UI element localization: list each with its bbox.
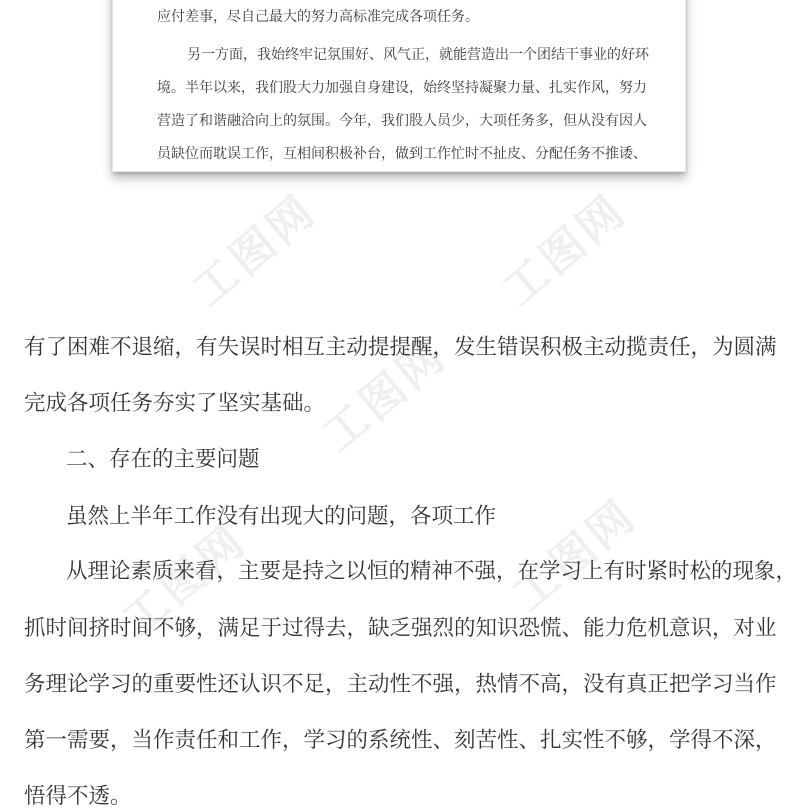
watermark: 工图网: [113, 514, 257, 647]
section-heading: 二、存在的主要问题: [66, 447, 260, 472]
watermark: 工图网: [503, 489, 647, 622]
watermark: 工图网: [493, 184, 637, 317]
body-paragraph-line: 第一需要，当作责任和工作，学习的系统性、刻苦性、扎实性不够，学得不深，: [24, 728, 777, 753]
body-paragraph-line: 务理论学习的重要性还认识不足，主动性不强，热情不高，没有真正把学习当作: [24, 672, 777, 697]
preview-line: 营造了和谐融洽向上的氛围。今年，我们股人员少，大项任务多，但从没有因人: [157, 113, 647, 129]
body-paragraph-line: 悟得不透。: [24, 784, 132, 809]
preview-line: 员缺位而耽误工作，互相间积极补台，做到工作忙时不扯皮、分配任务不推诿、: [157, 146, 647, 162]
body-paragraph-line: 从理论素质来看，主要是持之以恒的精神不强，在学习上有时紧时松的现象，: [66, 559, 798, 584]
watermark: 工图网: [183, 184, 327, 317]
preview-line: 应付差事，尽自己最大的努力高标准完成各项任务。: [157, 9, 479, 25]
preview-line: 另一方面，我始终牢记氛围好、风气正，就能营造出一个团结干事业的好环: [187, 47, 649, 63]
body-paragraph-line: 完成各项任务夯实了坚实基础。: [24, 391, 326, 416]
body-paragraph-line: 抓时间挤时间不够，满足于过得去，缺乏强烈的知识恐慌、能力危机意识，对业: [24, 616, 777, 641]
watermark: 工图网: [313, 329, 457, 462]
preview-line: 境。半年以来，我们股大力加强自身建设，始终坚持凝聚力量、扎实作风，努力: [157, 80, 647, 96]
document-preview-page: [112, 0, 686, 172]
body-paragraph-line: 有了困难不退缩，有失误时相互主动提提醒，发生错误积极主动揽责任，为圆满: [24, 335, 777, 360]
body-paragraph-line: 虽然上半年工作没有出现大的问题，各项工作: [66, 504, 497, 529]
